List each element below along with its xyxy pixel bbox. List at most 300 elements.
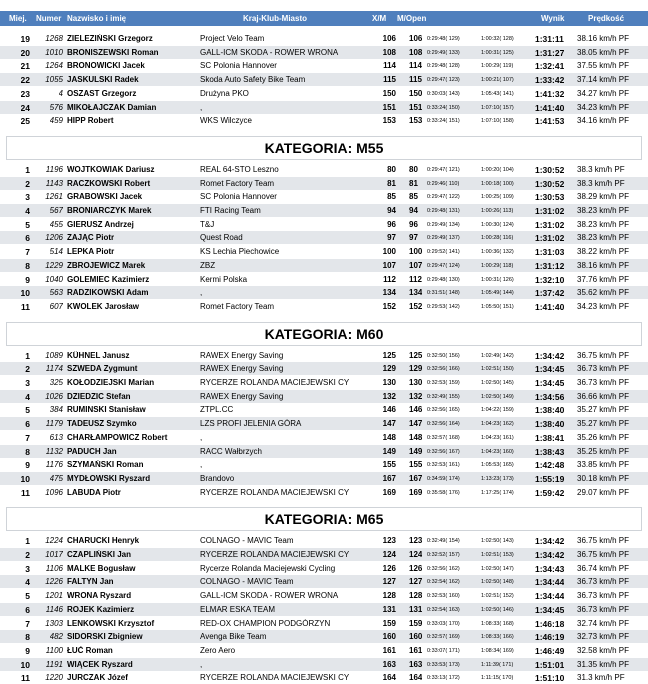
cell-speed: 34.16 km/h PF [577, 116, 630, 126]
cell-club: SC Polonia Hannover [200, 61, 277, 71]
cell-position: 5 [25, 591, 30, 602]
table-header [0, 11, 648, 26]
cell-name: WOJTKOWIAK Dariusz [67, 164, 155, 174]
cell-lap1-time: 0:29:49( 133) [427, 49, 460, 56]
cell-speed: 36.75 km/h PF [577, 550, 630, 559]
cell-open-place: 146 [409, 405, 423, 415]
cell-position: 7 [25, 618, 30, 629]
cell-category-place: 97 [387, 233, 396, 243]
cell-result-time: 1:41:40 [535, 301, 565, 312]
cell-lap1-time: 0:32:56( 164) [427, 421, 460, 428]
cell-club: Kermi Polska [200, 274, 248, 284]
table-row [0, 286, 648, 299]
cell-lap1-time: 0:32:50( 156) [427, 352, 460, 359]
cell-speed: 38.22 km/h PF [577, 247, 630, 257]
cell-number: 1055 [45, 75, 63, 85]
cell-speed: 37.76 km/h PF [577, 274, 630, 284]
cell-speed: 35.27 km/h PF [577, 405, 630, 415]
cell-name: ZIELEZIŃSKI Grzegorz [67, 34, 153, 43]
cell-club: FTI Racing Team [200, 206, 261, 215]
header-category-place: X/M [372, 14, 387, 23]
header-position: Miej. [9, 14, 27, 23]
cell-result-time: 1:34:42 [535, 550, 565, 560]
table-row [0, 59, 648, 72]
cell-result-time: 1:32:10 [535, 274, 565, 285]
cell-category-place: 107 [382, 260, 396, 270]
cell-lap2-time: 1:00:36( 132) [481, 249, 514, 256]
cell-result-time: 1:31:12 [535, 260, 565, 271]
cell-category-place: 155 [382, 460, 396, 470]
cell-speed: 29.07 km/h PF [577, 487, 630, 497]
cell-open-place: 167 [409, 473, 423, 483]
cell-number: 607 [49, 301, 63, 311]
cell-category-place: 128 [382, 591, 396, 601]
cell-position: 2 [25, 550, 30, 560]
table-row [0, 390, 648, 403]
cell-position: 5 [25, 405, 30, 416]
cell-result-time: 1:51:01 [535, 659, 565, 670]
cell-open-place: 81 [409, 178, 418, 188]
cell-name: ZBROJEWICZ Marek [67, 260, 146, 270]
cell-lap1-time: 0:32:52( 157) [427, 552, 460, 558]
cell-name: JURCZAK Józef [67, 673, 128, 683]
cell-lap2-time: 1:02:51( 153) [481, 552, 514, 558]
cell-category-place: 85 [387, 192, 396, 202]
cell-number: 1201 [45, 591, 63, 601]
cell-position: 2 [25, 178, 30, 189]
cell-club: T&J [200, 219, 215, 229]
cell-club: Brandovo [200, 473, 235, 483]
category-heading: KATEGORIA: M60 [6, 322, 642, 346]
cell-lap1-time: 0:29:48( 131) [427, 208, 460, 214]
category-heading: KATEGORIA: M55 [6, 136, 642, 160]
header-number: Numer [36, 14, 62, 23]
cell-result-time: 1:37:42 [535, 288, 565, 299]
cell-name: MYDŁOWSKI Ryszard [67, 473, 151, 483]
cell-lap2-time: 1:07:10( 157) [481, 104, 514, 111]
cell-lap2-time: 1:07:10( 158) [481, 118, 514, 125]
cell-position: 9 [25, 460, 30, 471]
cell-speed: 36.73 km/h PF [577, 604, 630, 614]
cell-open-place: 127 [409, 577, 423, 587]
cell-lap2-time: 1:00:31( 126) [481, 276, 514, 283]
cell-result-time: 1:34:45 [535, 364, 565, 375]
cell-position: 5 [25, 219, 30, 230]
cell-lap2-time: 1:04:23( 161) [481, 434, 514, 441]
table-row [0, 273, 648, 286]
cell-lap2-time: 1:08:33( 166) [481, 634, 514, 641]
cell-category-place: 150 [382, 88, 396, 98]
cell-speed: 34.23 km/h PF [577, 301, 630, 311]
cell-category-place: 127 [382, 577, 396, 587]
cell-category-place: 115 [383, 75, 396, 85]
cell-lap2-time: 1:00:32( 128) [481, 36, 514, 42]
cell-lap2-time: 1:11:15( 170) [481, 675, 514, 682]
cell-open-place: 134 [409, 288, 423, 298]
cell-position: 20 [20, 47, 30, 58]
cell-name: OSZAST Grzegorz [67, 88, 137, 98]
cell-lap2-time: 1:00:29( 119) [481, 63, 514, 70]
cell-position: 3 [25, 378, 30, 388]
cell-number: 613 [49, 432, 63, 442]
table-row [0, 589, 648, 602]
table-row [0, 87, 648, 100]
cell-open-place: 155 [409, 460, 423, 470]
cell-lap2-time: 1:05:50( 151) [481, 303, 514, 310]
cell-speed: 38.05 km/h PF [577, 47, 630, 57]
cell-name: WIĄCEK Ryszard [67, 659, 133, 669]
cell-club: , [200, 460, 203, 470]
table-row [0, 300, 648, 313]
cell-club: Drużyna PKO [200, 88, 249, 98]
cell-result-time: 1:38:43 [535, 446, 565, 457]
cell-number: 459 [49, 116, 63, 126]
cell-position: 9 [25, 645, 30, 656]
table-row [0, 376, 648, 389]
cell-number: 482 [49, 632, 63, 642]
cell-open-place: 159 [409, 618, 423, 628]
cell-lap2-time: 1:02:50( 145) [481, 380, 514, 386]
cell-result-time: 1:59:42 [535, 487, 565, 498]
cell-position: 22 [20, 75, 30, 86]
cell-lap2-time: 1:02:50( 147) [481, 565, 514, 572]
cell-club: ZBZ [200, 260, 216, 270]
cell-position: 8 [25, 632, 30, 643]
cell-number: 1196 [45, 164, 63, 174]
cell-lap1-time: 0:29:46( 110) [427, 180, 460, 187]
cell-lap1-time: 0:32:56( 166) [427, 366, 460, 373]
cell-speed: 30.18 km/h PF [577, 473, 630, 483]
table-row [0, 603, 648, 616]
cell-lap2-time: 1:04:22( 159) [481, 407, 514, 414]
cell-name: KOŁODZIEJSKI Marian [67, 378, 155, 387]
cell-category-place: 161 [382, 645, 396, 655]
cell-lap2-time: 1:00:20( 104) [481, 166, 514, 173]
cell-number: 1100 [45, 645, 63, 655]
cell-name: ŁUĆ Roman [67, 645, 113, 655]
cell-club: Romet Factory Team [200, 178, 275, 188]
cell-lap2-time: 1:05:49( 144) [481, 290, 514, 297]
cell-result-time: 1:30:53 [535, 192, 565, 203]
cell-position: 1 [25, 536, 30, 547]
cell-number: 1176 [45, 460, 63, 470]
cell-speed: 36.73 km/h PF [577, 378, 630, 387]
cell-name: LEPKA Piotr [67, 247, 115, 257]
cell-category-place: 108 [382, 47, 396, 57]
cell-lap1-time: 0:29:48( 128) [427, 63, 460, 70]
cell-club: RAWEX Energy Saving [200, 364, 284, 374]
cell-category-place: 114 [383, 61, 396, 71]
cell-position: 7 [25, 432, 30, 443]
cell-club: ELMAR ESKA TEAM [200, 604, 275, 614]
cell-speed: 38.3 km/h PF [577, 178, 625, 188]
cell-position: 2 [25, 364, 30, 375]
cell-result-time: 1:41:53 [535, 116, 565, 127]
table-row [0, 630, 648, 643]
cell-club: WKS Wilczyce [200, 116, 252, 126]
cell-club: GALL-ICM SKODA - ROWER WRONA [200, 591, 339, 601]
cell-category-place: 146 [382, 405, 396, 415]
cell-category-place: 148 [382, 432, 396, 442]
cell-category-place: 129 [382, 364, 396, 374]
cell-lap2-time: 1:00:21( 107) [481, 77, 514, 84]
cell-category-place: 169 [382, 487, 396, 497]
table-row [0, 575, 648, 588]
cell-position: 8 [25, 260, 30, 271]
cell-open-place: 94 [409, 206, 418, 215]
cell-open-place: 150 [409, 88, 423, 98]
cell-name: BRONIARCZYK Marek [67, 206, 152, 215]
cell-open-place: 124 [409, 550, 423, 559]
table-row [0, 548, 648, 561]
cell-category-place: 164 [382, 673, 396, 683]
cell-category-place: 163 [382, 659, 396, 669]
cell-lap2-time: 1:05:53( 165) [481, 462, 514, 469]
cell-club: RYCERZE ROLANDA MACIEJEWSKI CY [200, 550, 350, 559]
cell-name: MALKE Bogusław [67, 563, 136, 573]
table-row [0, 231, 648, 244]
cell-lap2-time: 1:02:50( 143) [481, 538, 514, 545]
cell-category-place: 125 [382, 350, 396, 360]
cell-speed: 38.23 km/h PF [577, 219, 630, 229]
cell-lap2-time: 1:04:23( 160) [481, 448, 514, 455]
cell-name: SIDORSKI Zbigniew [67, 632, 143, 642]
table-row [0, 534, 648, 547]
cell-club: Project Velo Team [200, 34, 265, 43]
cell-lap2-time: 1:02:50( 146) [481, 606, 514, 613]
cell-position: 3 [25, 563, 30, 574]
cell-result-time: 1:34:45 [535, 378, 565, 388]
cell-open-place: 132 [409, 391, 423, 401]
cell-lap2-time: 1:02:51( 150) [481, 366, 514, 373]
cell-result-time: 1:42:48 [535, 460, 565, 471]
cell-open-place: 161 [409, 645, 423, 655]
cell-lap1-time: 0:32:53( 159) [427, 380, 460, 386]
cell-club: , [200, 432, 203, 442]
cell-open-place: 151 [409, 102, 423, 112]
cell-number: 1229 [45, 260, 63, 270]
cell-name: HIPP Robert [67, 116, 114, 126]
cell-result-time: 1:34:44 [535, 591, 565, 602]
cell-number: 1096 [45, 487, 63, 497]
cell-club: RAWEX Energy Saving [200, 391, 284, 401]
cell-club: LZS PROFI JELENIA GÓRA [200, 419, 302, 429]
cell-lap1-time: 0:33:13( 172) [427, 675, 460, 682]
cell-category-place: 149 [382, 446, 396, 456]
cell-result-time: 1:31:03 [535, 247, 565, 258]
cell-open-place: 148 [409, 432, 423, 442]
cell-lap2-time: 1:00:31( 125) [481, 49, 514, 56]
cell-speed: 38.16 km/h PF [577, 260, 630, 270]
cell-open-place: 97 [409, 233, 418, 243]
table-row [0, 458, 648, 471]
cell-result-time: 1:38:41 [535, 432, 565, 443]
cell-category-place: 126 [382, 563, 396, 573]
cell-result-time: 1:46:49 [535, 645, 565, 656]
cell-result-time: 1:30:52 [535, 164, 565, 175]
cell-number: 576 [49, 102, 63, 112]
cell-number: 567 [49, 206, 63, 215]
cell-name: GRABOWSKI Jacek [67, 192, 143, 202]
cell-lap1-time: 0:33:24( 151) [427, 118, 460, 125]
header-open-place: M/Open [397, 14, 427, 23]
table-row [0, 658, 648, 671]
cell-lap1-time: 0:29:48( 129) [427, 36, 460, 42]
cell-position: 24 [20, 102, 30, 113]
cell-open-place: 126 [409, 563, 423, 573]
cell-name: KÜHNEL Janusz [67, 350, 130, 360]
cell-lap1-time: 0:30:03( 143) [427, 90, 460, 97]
cell-speed: 36.73 km/h PF [577, 364, 630, 374]
cell-lap2-time: 1:17:25( 174) [481, 489, 514, 496]
cell-lap2-time: 1:05:43( 141) [481, 90, 514, 97]
cell-result-time: 1:38:40 [535, 405, 565, 416]
cell-name: RADZIKOWSKI Adam [67, 288, 149, 298]
cell-open-place: 100 [409, 247, 423, 257]
cell-category-place: 123 [382, 536, 396, 546]
cell-category-place: 106 [382, 34, 396, 43]
cell-lap2-time: 1:08:34( 169) [481, 647, 514, 654]
cell-name: RUMINSKI Stanisław [67, 405, 146, 415]
cell-result-time: 1:46:18 [535, 618, 565, 629]
cell-club: RED-OX CHAMPION PODGÓRZYN [200, 618, 331, 628]
cell-lap1-time: 0:32:56( 167) [427, 448, 460, 455]
cell-category-place: 100 [382, 247, 396, 257]
table-row [0, 32, 648, 45]
cell-lap1-time: 0:29:52( 141) [427, 249, 460, 256]
cell-result-time: 1:41:32 [535, 88, 565, 99]
cell-position: 1 [25, 350, 30, 361]
cell-club: RACC Wałbrzych [200, 446, 262, 456]
cell-result-time: 1:31:11 [535, 34, 564, 44]
cell-open-place: 80 [409, 164, 418, 174]
cell-number: 1268 [45, 34, 63, 43]
cell-category-place: 147 [382, 419, 396, 429]
cell-lap1-time: 0:29:49( 137) [427, 235, 460, 242]
cell-open-place: 131 [409, 604, 423, 614]
table-row [0, 46, 648, 59]
cell-number: 1261 [45, 192, 63, 202]
cell-name: SZYMAŃSKI Roman [67, 460, 144, 470]
cell-category-place: 159 [382, 618, 396, 628]
cell-category-place: 134 [382, 288, 396, 298]
cell-speed: 32.74 km/h PF [577, 618, 630, 628]
cell-club: KS Lechia Piechowice [200, 247, 280, 257]
cell-speed: 37.55 km/h PF [577, 61, 630, 71]
cell-number: 1017 [45, 550, 63, 559]
cell-club: Romet Factory Team [200, 301, 275, 311]
cell-open-place: 149 [409, 446, 423, 456]
cell-category-place: 81 [387, 178, 396, 188]
cell-number: 1191 [45, 659, 63, 669]
cell-lap1-time: 0:29:47( 124) [427, 262, 460, 269]
cell-club: ZTPL.CC [200, 405, 234, 415]
cell-result-time: 1:34:42 [535, 536, 565, 547]
cell-number: 1220 [45, 673, 63, 683]
cell-number: 4 [58, 88, 63, 98]
cell-number: 1174 [45, 364, 63, 374]
cell-number: 325 [49, 378, 63, 387]
cell-open-place: 123 [409, 536, 423, 546]
cell-lap2-time: 1:00:29( 118) [481, 262, 514, 269]
cell-number: 1146 [45, 604, 63, 614]
cell-open-place: 107 [409, 260, 423, 270]
cell-number: 1106 [45, 563, 63, 573]
cell-number: 1226 [45, 577, 63, 587]
cell-speed: 38.29 km/h PF [577, 192, 630, 202]
cell-lap1-time: 0:32:49( 155) [427, 393, 460, 400]
cell-category-place: 131 [382, 604, 396, 614]
cell-name: GIERUSZ Andrzej [67, 219, 134, 229]
cell-speed: 36.73 km/h PF [577, 591, 630, 601]
cell-name: SZWEDA Zygmunt [67, 364, 138, 374]
cell-category-place: 167 [382, 473, 396, 483]
cell-lap1-time: 0:29:47( 121) [427, 166, 460, 173]
cell-position: 25 [20, 116, 30, 127]
cell-speed: 38.23 km/h PF [577, 206, 630, 215]
cell-speed: 35.25 km/h PF [577, 446, 630, 456]
cell-club: RYCERZE ROLANDA MACIEJEWSKI CY [200, 378, 350, 387]
cell-number: 563 [49, 288, 63, 298]
cell-speed: 31.35 km/h PF [577, 659, 630, 669]
cell-lap2-time: 1:00:30( 124) [481, 221, 514, 228]
table-row [0, 73, 648, 86]
cell-category-place: 152 [382, 301, 396, 311]
cell-lap1-time: 0:29:49( 134) [427, 221, 460, 228]
cell-lap1-time: 0:32:49( 154) [427, 538, 460, 545]
cell-name: LENKOWSKI Krzysztof [67, 618, 155, 628]
cell-number: 384 [49, 405, 63, 415]
cell-number: 1010 [45, 47, 63, 57]
cell-lap1-time: 0:29:48( 130) [427, 276, 460, 283]
cell-club: SC Polonia Hannover [200, 192, 277, 202]
cell-lap1-time: 0:29:47( 122) [427, 194, 460, 201]
table-row [0, 362, 648, 375]
cell-category-place: 112 [383, 274, 396, 284]
cell-lap2-time: 1:02:51( 152) [481, 593, 514, 600]
cell-name: JASKULSKI Radek [67, 75, 139, 85]
cell-category-place: 94 [387, 206, 396, 215]
cell-name: FALTYN Jan [67, 577, 114, 587]
cell-speed: 34.27 km/h PF [577, 88, 630, 98]
cell-open-place: 169 [409, 487, 423, 497]
cell-category-place: 153 [382, 116, 396, 126]
table-row [0, 472, 648, 485]
cell-name: LABUDA Piotr [67, 487, 121, 497]
cell-lap1-time: 0:32:53( 160) [427, 593, 460, 600]
cell-number: 1224 [45, 536, 63, 546]
cell-club: Rycerze Rolanda Maciejewski Cycling [200, 563, 336, 573]
cell-lap1-time: 0:33:07( 171) [427, 647, 460, 654]
cell-name: DZIEDZIC Stefan [67, 391, 131, 401]
cell-lap2-time: 1:02:50( 148) [481, 579, 514, 586]
cell-lap1-time: 0:34:59( 174) [427, 475, 460, 482]
cell-open-place: 163 [409, 659, 423, 669]
cell-open-place: 108 [409, 47, 423, 57]
cell-speed: 38.3 km/h PF [577, 164, 625, 174]
cell-speed: 36.73 km/h PF [577, 577, 630, 587]
cell-speed: 34.23 km/h PF [577, 102, 630, 112]
cell-open-place: 152 [409, 301, 423, 311]
cell-lap2-time: 1:00:28( 116) [481, 235, 514, 242]
cell-open-place: 147 [409, 419, 423, 429]
cell-position: 4 [25, 391, 30, 402]
cell-lap1-time: 0:33:03( 170) [427, 620, 460, 627]
cell-speed: 32.58 km/h PF [577, 645, 630, 655]
category-heading: KATEGORIA: M65 [6, 507, 642, 531]
cell-club: RYCERZE ROLANDA MACIEJEWSKI CY [200, 673, 350, 683]
cell-club: Quest Road [200, 233, 243, 243]
